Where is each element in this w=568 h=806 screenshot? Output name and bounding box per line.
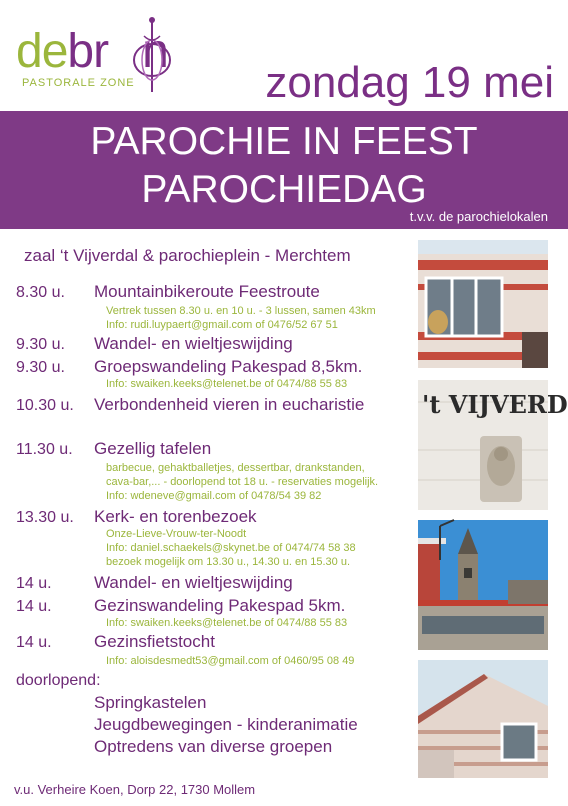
event-title: Wandel- en wieltjeswijding (94, 573, 293, 592)
ongoing-item: Optredens van diverse groepen (94, 737, 333, 756)
event-title: Gezellig tafelen (94, 439, 212, 458)
title-banner (0, 111, 568, 229)
event-title: Kerk- en torenbezoek (94, 507, 257, 526)
event-detail: Info: wdeneve@gmail.com of 0478/54 39 82 (106, 490, 322, 502)
event-detail: Info: swaiken.keeks@telenet.be of 0474/88 55 83 (106, 617, 348, 629)
photo-vijverdal-sign (418, 380, 568, 510)
ongoing-label: doorlopend: (16, 672, 101, 689)
event-detail: Info: aloisdesmedt53@gmail.com of 0460/95 08 49 (106, 655, 355, 667)
event-detail: bezoek mogelijk om 13.30 u., 14.30 u. en 15.30 u. (106, 556, 350, 568)
event-detail: barbecue, gehaktballetjes, dessertbar, drankstanden, (106, 462, 365, 474)
event-title: Wandel- en wieltjeswijding (94, 334, 293, 353)
event-time: 11.30 u. (16, 441, 73, 458)
event-title: Mountainbikeroute Feestroute (94, 282, 320, 301)
event-detail: Info: daniel.schaekels@skynet.be of 0474/74 58 38 (106, 542, 356, 554)
event-date: zondag 19 mei (265, 58, 554, 107)
event-title: Gezinsfietstocht (94, 632, 215, 651)
logo-subtitle: PASTORALE ZONE (22, 77, 135, 89)
banner-title-line2: PAROCHIEDAG (141, 168, 427, 211)
event-detail: Onze-Lieve-Vrouw-ter-Noodt (106, 528, 247, 540)
debron-logo (16, 14, 216, 94)
event-title: Verbondenheid vieren in eucharistie (94, 395, 365, 414)
event-title: Groepswandeling Pakespad 8,5km. (94, 357, 363, 376)
logo-wordmark: debr n (16, 25, 168, 78)
photo-sign-text: 't VIJVERD (422, 390, 568, 419)
event-time: 13.30 u. (16, 509, 74, 526)
event-time: 14 u. (16, 634, 52, 651)
event-time: 8.30 u. (16, 284, 65, 301)
banner-tvv: t.v.v. de parochielokalen (409, 209, 548, 224)
photo-building-windows (418, 240, 548, 368)
event-time: 9.30 u. (16, 336, 65, 353)
event-time: 14 u. (16, 575, 52, 592)
event-title: Gezinswandeling Pakespad 5km. (94, 596, 346, 615)
event-detail: Vertrek tussen 8.30 u. en 10 u. - 3 lussen, samen 43km (106, 305, 376, 317)
ongoing-item: Springkastelen (94, 693, 207, 712)
banner-title-line1: PAROCHIE IN FEEST (90, 120, 478, 163)
event-detail: Info: rudi.luypaert@gmail.com of 0476/52 67 51 (106, 319, 338, 331)
ongoing-item: Jeugdbewegingen - kinderanimatie (94, 715, 358, 734)
event-time: 10.30 u. (16, 397, 74, 414)
footer-publisher: v.u. Verheire Koen, Dorp 22, 1730 Mollem (14, 782, 256, 797)
event-detail: Info: swaiken.keeks@telenet.be of 0474/88 55 83 (106, 378, 348, 390)
event-detail: cava-bar,... - doorlopend tot 18 u. - reservaties mogelijk. (106, 476, 379, 488)
photo-church-tower (418, 520, 548, 650)
photo-modern-building (418, 660, 548, 778)
venue-line: zaal ‘t Vijverdal & parochieplein - Merchtem (24, 246, 351, 265)
event-time: 9.30 u. (16, 359, 65, 376)
event-time: 14 u. (16, 598, 52, 615)
